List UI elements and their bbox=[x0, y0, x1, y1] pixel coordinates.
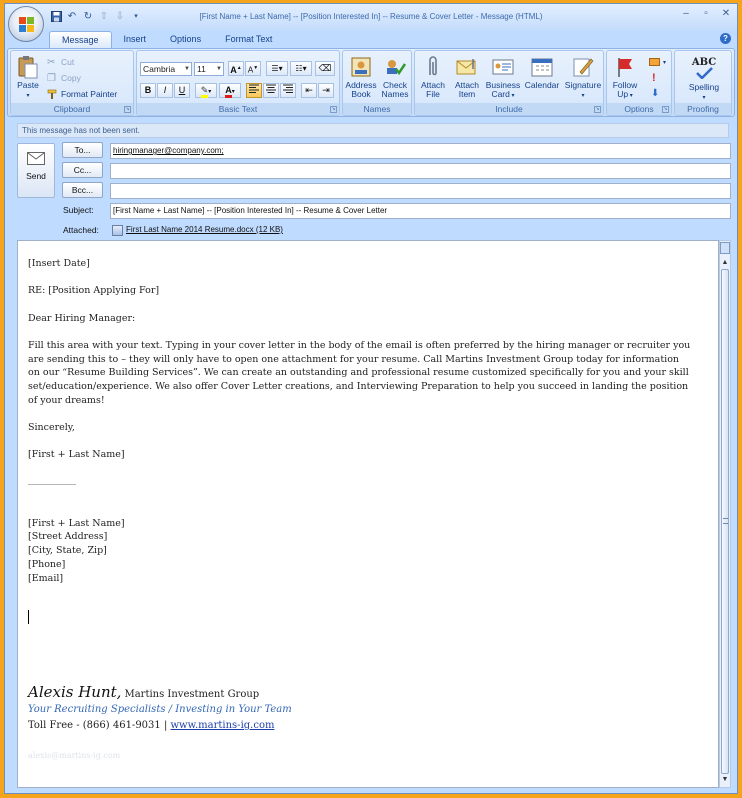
low-importance-button[interactable] bbox=[651, 86, 659, 100]
contact-email: [Email] bbox=[28, 573, 64, 584]
spelling-icon-text: ABC bbox=[691, 56, 717, 68]
body-paragraph-line: Fill this area with your text. Typing in your cover letter in the body of the email is often preferred by the hiring manager or recruiter you bbox=[28, 340, 691, 351]
tab-message[interactable]: Message bbox=[49, 31, 112, 48]
signature-name: Alexis Hunt, bbox=[28, 683, 122, 701]
customize-qat-icon[interactable]: ▾ bbox=[134, 13, 138, 20]
body-paragraph-line: on our “Resume Building Services”. We can create an outstanding and professional resume customized specifically for you and your skill bbox=[28, 367, 689, 378]
attachment-link[interactable]: First Last Name 2014 Resume.docx (12 KB) bbox=[126, 225, 283, 234]
message-body[interactable] bbox=[17, 240, 719, 788]
body-closing: Sincerely, bbox=[28, 422, 75, 433]
subject-label: Subject: bbox=[63, 205, 94, 215]
proofing-group-label: Proofing bbox=[675, 103, 731, 115]
chevron-down-icon: ▼ bbox=[216, 66, 222, 72]
signature-company: Martins Investment Group bbox=[124, 689, 260, 700]
include-launcher-icon[interactable]: ↘ bbox=[595, 106, 600, 112]
signature-faint-email: alexis@martins-ig.com bbox=[28, 751, 121, 760]
signature-rule: ____________ bbox=[28, 476, 76, 485]
font-name-combo[interactable] bbox=[140, 62, 192, 76]
bold-button[interactable]: B bbox=[140, 83, 156, 98]
scroll-down-icon[interactable]: ▼ bbox=[721, 776, 729, 783]
exclamation-icon: ! bbox=[652, 72, 656, 84]
close-icon[interactable]: ✕ bbox=[721, 8, 731, 19]
calendar-label: Calendar bbox=[524, 80, 560, 90]
italic-button[interactable]: I bbox=[157, 83, 173, 98]
basic-text-group-label: Basic Text bbox=[137, 103, 339, 115]
font-size-combo[interactable] bbox=[194, 62, 224, 76]
bullets-button[interactable]: ☰▾ bbox=[266, 61, 288, 76]
minimize-icon[interactable]: – bbox=[683, 8, 689, 19]
ribbon-tabs bbox=[49, 31, 284, 48]
email-signature bbox=[28, 683, 259, 701]
contact-phone: [Phone] bbox=[28, 559, 66, 570]
up-arrow-icon[interactable]: ⇧ bbox=[99, 10, 109, 22]
to-recipient: hiringmanager@company.com; bbox=[113, 146, 224, 155]
cut-label: Cut bbox=[61, 57, 75, 67]
tab-options[interactable]: Options bbox=[170, 34, 202, 44]
paintbrush-icon bbox=[47, 89, 58, 100]
options-group-label: Options bbox=[607, 103, 671, 115]
check-names-button[interactable] bbox=[379, 55, 411, 99]
help-icon[interactable]: ? bbox=[720, 33, 731, 44]
business-card-label-1: Business bbox=[485, 80, 521, 90]
attach-item-label-2: Item bbox=[458, 89, 476, 99]
paperclip-icon bbox=[421, 55, 445, 79]
tab-format-text[interactable]: Format Text bbox=[225, 34, 273, 44]
follow-up-button[interactable]: Follow Up ▾ bbox=[609, 55, 641, 101]
cc-button[interactable]: Cc... bbox=[62, 162, 103, 178]
scissors-icon: ✂ bbox=[47, 56, 56, 68]
send-button[interactable] bbox=[17, 143, 55, 198]
undo-icon[interactable]: ↶ bbox=[67, 10, 77, 22]
signature-tollfree: Toll Free - (866) 461-9031 | bbox=[28, 720, 171, 731]
ruler-toggle-icon[interactable] bbox=[720, 242, 730, 254]
basic-text-launcher-icon[interactable]: ↘ bbox=[331, 106, 336, 112]
spelling-label: Spelling bbox=[688, 82, 720, 92]
copy-icon: ❐ bbox=[47, 72, 56, 84]
format-painter-button[interactable] bbox=[47, 87, 117, 101]
clear-format-button[interactable]: ⌫ bbox=[315, 61, 335, 76]
signature-website-link[interactable]: www.martins-ig.com bbox=[170, 720, 275, 731]
paste-label: Paste bbox=[17, 80, 39, 90]
check-names-label-1: Check bbox=[382, 80, 408, 90]
address-book-label-2: Book bbox=[351, 89, 371, 99]
font-color-icon: A bbox=[225, 85, 232, 98]
check-names-icon bbox=[383, 55, 407, 79]
signature-label: Signature bbox=[564, 80, 602, 90]
envelope-attach-icon bbox=[455, 55, 479, 79]
office-button[interactable] bbox=[8, 6, 44, 42]
title-bar bbox=[5, 4, 737, 30]
signature-tagline: Your Recruiting Specialists / Investing in Your Team bbox=[28, 704, 292, 715]
body-greeting: Dear Hiring Manager: bbox=[28, 313, 136, 324]
window-controls bbox=[681, 9, 731, 19]
to-field[interactable] bbox=[110, 143, 731, 159]
flag-icon bbox=[613, 55, 637, 79]
attach-file-label-1: Attach bbox=[420, 80, 446, 90]
address-book-icon bbox=[349, 55, 373, 79]
attach-item-label-1: Attach bbox=[454, 80, 480, 90]
shrink-font-button[interactable]: A▼ bbox=[245, 61, 261, 76]
copy-label: Copy bbox=[61, 73, 81, 83]
attach-file-button[interactable] bbox=[417, 55, 449, 99]
address-book-label-1: Address bbox=[345, 80, 377, 90]
check-names-label-2: Names bbox=[381, 89, 409, 99]
follow-up-label-1: Follow bbox=[612, 80, 638, 90]
attached-field bbox=[110, 223, 731, 239]
business-card-button[interactable]: Business Card ▾ bbox=[485, 55, 521, 101]
include-group-label: Include bbox=[415, 103, 603, 115]
body-paragraph-line: set/education/experience. We also offer Cover Letter creations, and Interviewing Preparation to help you succeed in landing the position bbox=[28, 381, 689, 392]
group-clipboard bbox=[10, 50, 134, 116]
group-basic-text bbox=[136, 50, 340, 116]
paste-icon bbox=[16, 55, 40, 79]
attach-file-label-2: File bbox=[426, 89, 440, 99]
send-label: Send bbox=[26, 171, 46, 181]
signature-contact-line bbox=[28, 720, 274, 731]
cc-field[interactable] bbox=[110, 163, 731, 179]
send-envelope-icon bbox=[27, 152, 45, 165]
align-right-button[interactable] bbox=[280, 83, 296, 98]
names-group-label: Names bbox=[343, 103, 411, 115]
message-window bbox=[4, 3, 738, 794]
subject-field[interactable]: [First Name + Last Name] -- [Position Interested In] -- Resume & Cover Letter bbox=[110, 203, 731, 219]
clipboard-group-label: Clipboard bbox=[11, 103, 133, 115]
maximize-icon[interactable]: ▫ bbox=[704, 8, 708, 19]
window-title: [First Name + Last Name] -- [Position Interested In] -- Resume & Cover Letter - Message (HTML) bbox=[199, 12, 543, 21]
info-bar: This message has not been sent. bbox=[17, 123, 729, 138]
align-center-button[interactable] bbox=[263, 83, 279, 98]
calendar-icon bbox=[530, 55, 554, 79]
category-icon bbox=[649, 58, 660, 66]
ribbon bbox=[7, 48, 735, 117]
highlight-button[interactable]: ✎▾ bbox=[195, 83, 217, 98]
contact-street: [Street Address] bbox=[28, 531, 108, 542]
to-button[interactable]: To... bbox=[62, 142, 103, 158]
cut-button[interactable] bbox=[47, 55, 74, 69]
font-color-button[interactable]: A▾ bbox=[219, 83, 241, 98]
underline-button[interactable]: U bbox=[174, 83, 190, 98]
tab-insert[interactable]: Insert bbox=[123, 34, 147, 44]
font-name-value: Cambria bbox=[143, 64, 176, 74]
body-closing-name: [First + Last Name] bbox=[28, 449, 125, 460]
office-logo-icon bbox=[18, 16, 35, 33]
calendar-button[interactable] bbox=[523, 55, 561, 90]
high-importance-button[interactable] bbox=[652, 71, 656, 85]
text-caret bbox=[28, 610, 29, 624]
grow-font-button[interactable]: A▲ bbox=[228, 61, 244, 76]
spelling-check-icon bbox=[692, 55, 716, 81]
scroll-grip-icon bbox=[723, 518, 728, 524]
bcc-field[interactable] bbox=[110, 183, 731, 199]
chevron-down-icon: ▼ bbox=[184, 66, 190, 72]
font-size-value: 11 bbox=[197, 64, 206, 74]
align-left-button[interactable] bbox=[246, 83, 262, 98]
body-date: [Insert Date] bbox=[28, 258, 90, 269]
copy-button[interactable] bbox=[47, 71, 81, 85]
increase-indent-button[interactable]: ⇥ bbox=[318, 83, 334, 98]
follow-up-label-2: Up bbox=[617, 89, 629, 99]
paste-button[interactable]: Paste ▾ bbox=[14, 55, 42, 101]
format-painter-label: Format Painter bbox=[61, 89, 118, 99]
group-names bbox=[342, 50, 412, 116]
numbering-button[interactable]: ☷▾ bbox=[290, 61, 312, 76]
decrease-indent-button[interactable]: ⇤ bbox=[301, 83, 317, 98]
highlighter-icon: ✎ bbox=[201, 85, 209, 98]
group-proofing bbox=[674, 50, 732, 116]
business-card-label-2: Card bbox=[491, 89, 510, 99]
redo-icon[interactable]: ↻ bbox=[83, 10, 93, 22]
signature-button[interactable]: Signature ▾ bbox=[563, 55, 603, 101]
clipboard-launcher-icon[interactable]: ↘ bbox=[125, 106, 130, 112]
categorize-button[interactable]: ▾ bbox=[649, 55, 666, 69]
body-scrollbar[interactable] bbox=[719, 240, 731, 788]
attached-label: Attached: bbox=[63, 225, 99, 235]
contact-name: [First + Last Name] bbox=[28, 518, 125, 529]
scroll-up-icon[interactable]: ▲ bbox=[721, 259, 729, 266]
signature-pen-icon bbox=[571, 55, 595, 79]
body-paragraph-line: are sending this to – they will only have to open one attachment for your resume. Call Martins Investment Group today for information bbox=[28, 354, 680, 365]
address-book-button[interactable] bbox=[345, 55, 377, 99]
down-arrow-icon[interactable]: ⇩ bbox=[115, 10, 125, 22]
word-document-icon bbox=[112, 225, 123, 236]
business-card-icon bbox=[491, 55, 515, 79]
attach-item-button[interactable] bbox=[451, 55, 483, 99]
group-options bbox=[606, 50, 672, 116]
scroll-thumb[interactable] bbox=[721, 269, 729, 774]
body-paragraph-line: of your dreams! bbox=[28, 395, 105, 406]
spelling-button[interactable]: ABC Spelling ▾ bbox=[688, 56, 720, 101]
contact-city: [City, State, Zip] bbox=[28, 545, 107, 556]
group-include bbox=[414, 50, 604, 116]
down-arrow-icon: ⬇ bbox=[651, 87, 660, 99]
body-re-line: RE: [Position Applying For] bbox=[28, 285, 160, 296]
options-launcher-icon[interactable]: ↘ bbox=[663, 106, 668, 112]
bcc-button[interactable]: Bcc... bbox=[62, 182, 103, 198]
